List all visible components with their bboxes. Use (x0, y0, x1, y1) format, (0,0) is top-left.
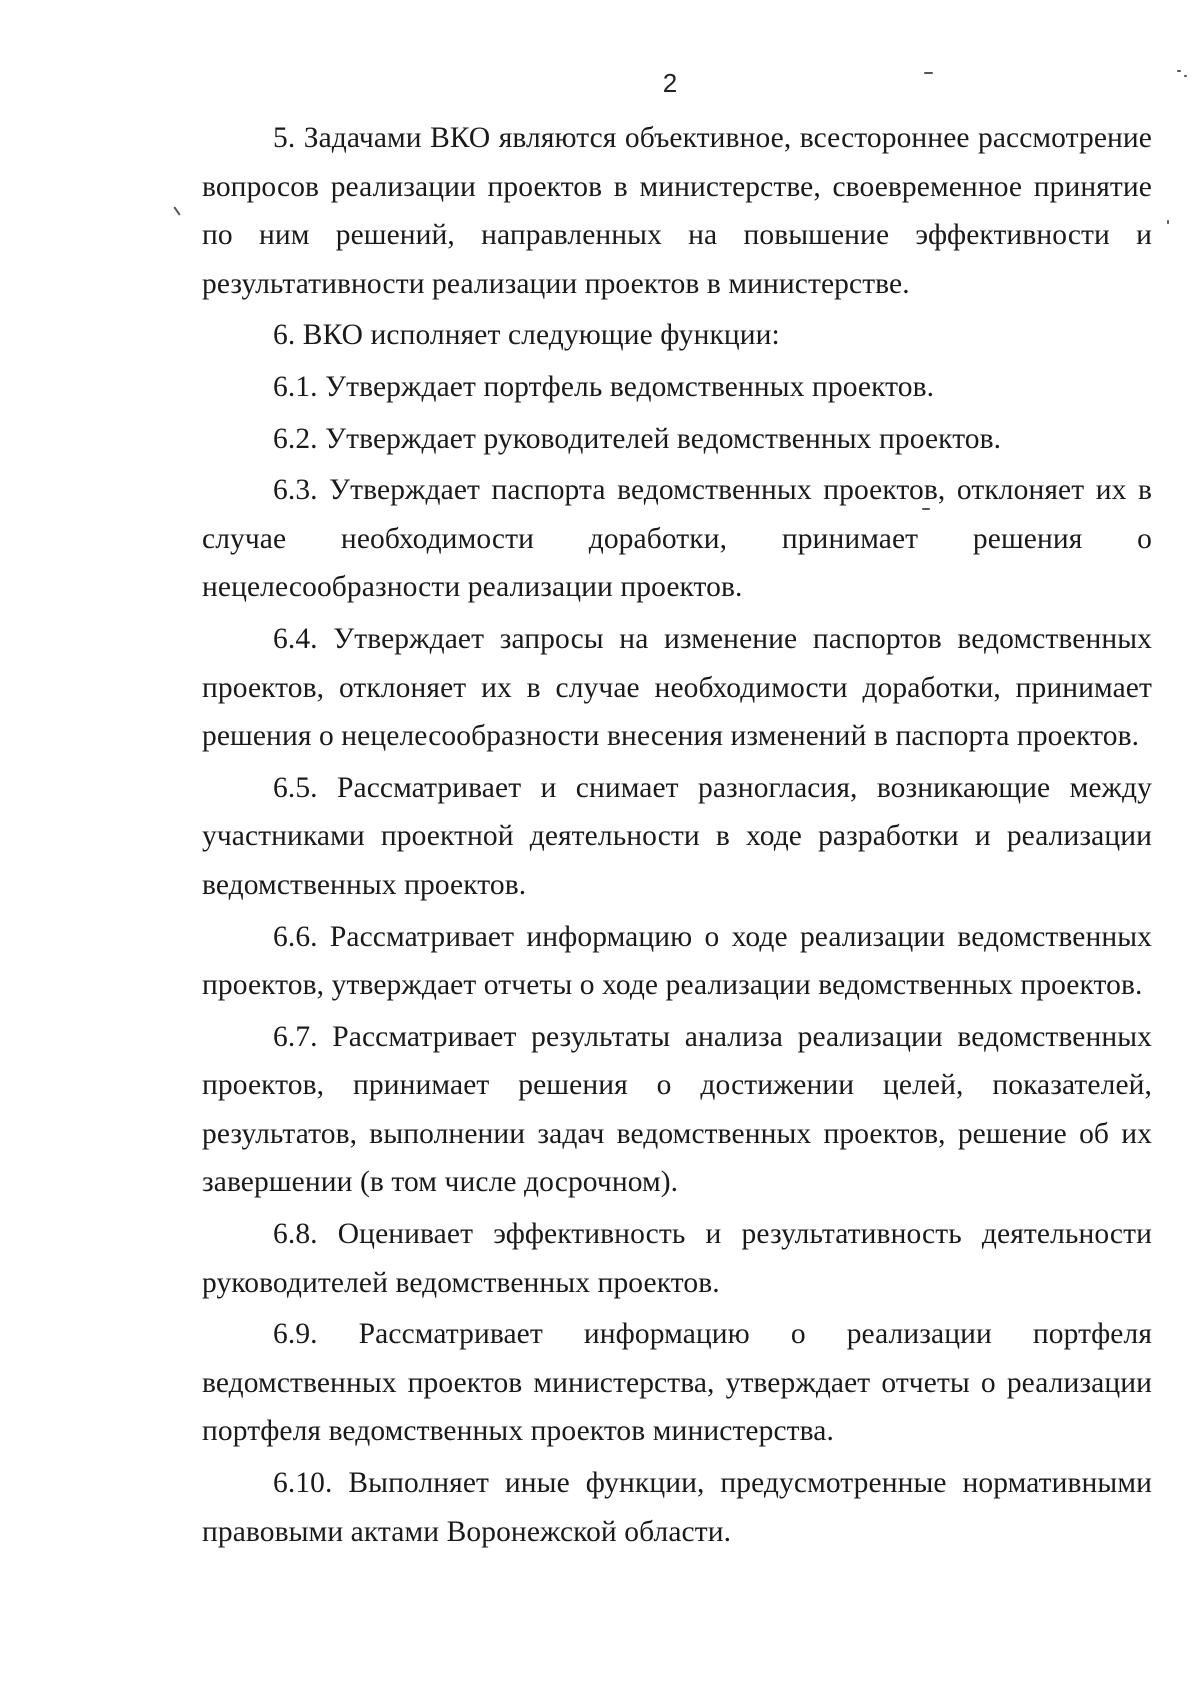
paragraph-item-6-9: 6.9. Рассматривает информацию о реализации портфеля ведомственных проектов министерства, утверждает отчеты о реализации портфеля ведомственных проектов министерства. (202, 1318, 1152, 1448)
scan-artifact (1167, 220, 1169, 224)
paragraph-item-6-10: 6.10. Выполняет иные функции, предусмотренные нормативными правовыми актами Воронежской области. (202, 1467, 1152, 1548)
paragraph-item-6-1: 6.1. Утверждает портфель ведомственных проектов. (273, 370, 935, 403)
paragraph-item-5: 5. Задачами ВКО являются объективное, всестороннее рассмотрение вопросов реализации проектов в министерстве, своевременное принятие по ним решений, направленных на повышение эффективности и результативности реализации проектов в министерстве. (202, 122, 1152, 300)
paragraph-item-6-5: 6.5. Рассматривает и снимает разногласия, возникающие между участниками проектной деятельности в ходе разработки и реализации ведомственных проектов. (202, 771, 1152, 901)
paragraph-item-6: 6. ВКО исполняет следующие функции: (273, 319, 780, 352)
scan-artifact (1177, 70, 1181, 72)
paragraph-item-6-7: 6.7. Рассматривает результаты анализа реализации ведомственных проектов, принимает решения о достижении целей, показателей, результатов, выполнении задач ведомственных проектов, решение об их завершении (в том числе досрочном). (202, 1020, 1152, 1199)
page-number: 2 (662, 68, 678, 98)
document-body (202, 114, 1152, 1559)
paragraph-item-6-8: 6.8. Оценивает эффективность и результативность деятельности руководителей ведомственных проектов. (202, 1218, 1152, 1299)
scan-artifact (173, 206, 180, 215)
paragraph-item-6-2: 6.2. Утверждает руководителей ведомственных проектов. (273, 422, 1002, 455)
scan-artifact (924, 72, 933, 74)
scan-artifact (1184, 75, 1187, 77)
paragraph-item-6-4: 6.4. Утверждает запросы на изменение паспортов ведомственных проектов, отклоняет их в случае необходимости доработки, принимает решения о нецелесообразности внесения изменений в паспорта проектов. (202, 622, 1152, 753)
paragraph-item-6-3: 6.3. Утверждает паспорта ведомственных проектов, отклоняет их в случае необходимости доработки, принимает решения о нецелесообразности реализации проектов. (202, 474, 1152, 604)
paragraph-item-6-6: 6.6. Рассматривает информацию о ходе реализации ведомственных проектов, утверждает отчеты о ходе реализации ведомственных проектов. (202, 920, 1152, 1002)
